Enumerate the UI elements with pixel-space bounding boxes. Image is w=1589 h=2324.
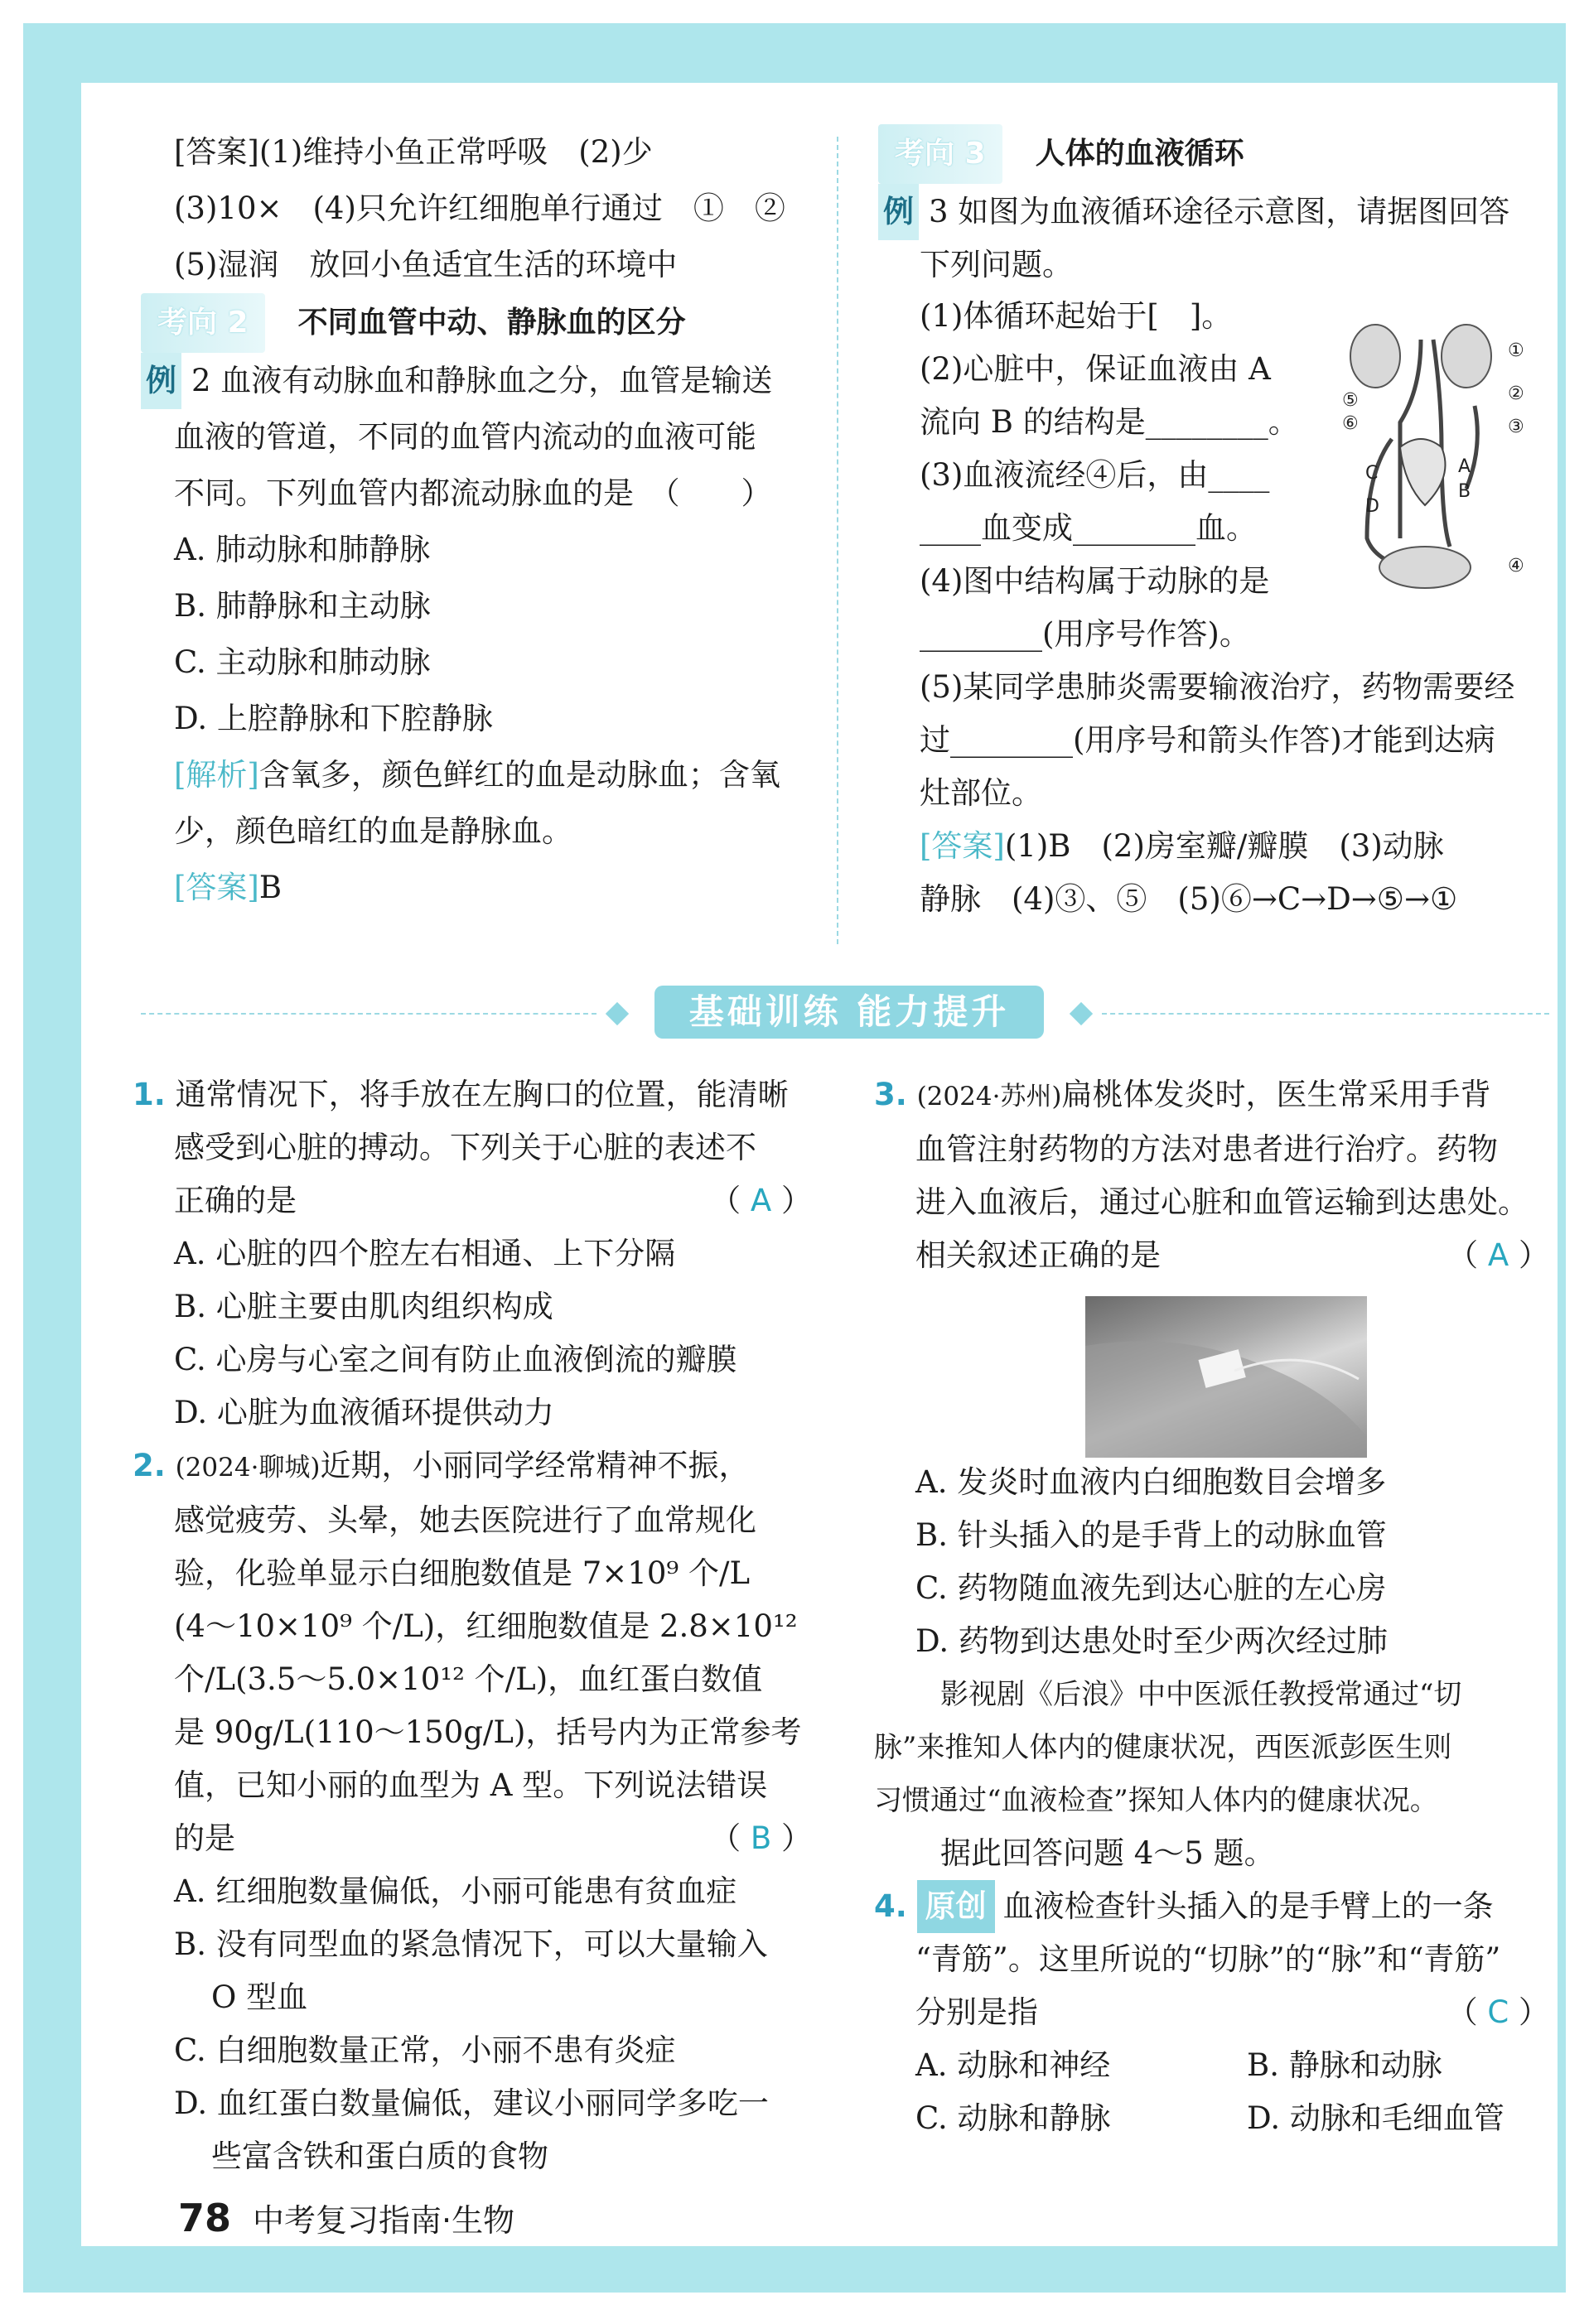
prev-answer-2: (3)10× (4)只允许红细胞单行通过 ① ②	[174, 190, 785, 226]
q2-stem-2: 感觉疲劳、头晕，她去医院进行了血常规化	[174, 1502, 756, 1538]
q2-option-d-cont: 些富含铁和蛋白质的食物	[211, 2138, 548, 2174]
analysis-line-1	[174, 747, 820, 803]
q4-original-badge: 原创	[917, 1880, 995, 1933]
label-2: ②	[1508, 383, 1524, 404]
q4-line-a: (4)图中结构属于动脉的是	[920, 563, 1270, 599]
q1-answer: A	[750, 1183, 772, 1218]
left-top-column	[146, 124, 820, 916]
label-5: ⑤	[1342, 390, 1359, 411]
q2-source: (2024·聊城)	[175, 1453, 321, 1483]
q1-line: (1)体循环起始于[ ]。	[920, 298, 1233, 334]
section-banner	[141, 986, 1549, 1044]
kaoxiang2-heading	[141, 293, 820, 353]
analysis-line-2: 少，颜色暗红的血是静脉血。	[174, 813, 572, 849]
passage-line-3: 习惯通过“血液检查”探知人体内的健康状况。	[874, 1784, 1438, 1817]
q1-stem-1	[133, 1068, 820, 1121]
q3-line-b: ____血变成________血。	[920, 510, 1257, 546]
q2-option-a: A. 红细胞数量偏低，小丽可能患有贫血症	[174, 1873, 737, 1909]
q1-option-b: B. 心脏主要由肌肉组织构成	[174, 1289, 553, 1324]
q3-option-a: A. 发炎时血液内白细胞数目会增多	[915, 1464, 1387, 1500]
q3-stem-2: 血管注射药物的方法对患者进行治疗。药物	[915, 1131, 1498, 1167]
answer3-tag: [答案]	[920, 828, 1005, 864]
q1-number: 1.	[133, 1077, 166, 1112]
q4-option-d: D. 动脉和毛细血管	[1247, 2100, 1504, 2136]
kaoxiang3-badge: 考向 3	[878, 124, 1002, 184]
diamond-right-icon	[1070, 1002, 1093, 1025]
left-bottom-column	[133, 1068, 820, 2183]
body-capillaries-icon	[1379, 547, 1471, 588]
q5-line-c: 灶部位。	[920, 775, 1042, 811]
example2-label: 例	[141, 353, 181, 409]
label-3: ③	[1508, 417, 1524, 437]
q4-option-c: C. 动脉和静脉	[915, 2100, 1111, 2136]
q3-stem-4	[874, 1229, 1549, 1282]
passage-tail: 据此回答问题 4～5 题。	[940, 1835, 1275, 1871]
answer-line	[174, 860, 820, 916]
q3-option-b: B. 针头插入的是手背上的动脉血管	[915, 1517, 1387, 1553]
banner-title: 基础训练 能力提升	[654, 986, 1044, 1039]
page-number: 78	[178, 2196, 232, 2240]
example2-option-a: A. 肺动脉和肺静脉	[174, 532, 431, 567]
example2-line-3: 不同。下列血管内都流动脉血的是 （ ）	[174, 475, 772, 511]
answer3-line-2: 静脉 (4)③、⑤ (5)⑥→C→D→⑤→①	[920, 881, 1458, 917]
banner-dash-left	[141, 1013, 596, 1015]
right-bottom-column	[874, 1068, 1553, 2145]
passage-line-2: 脉”来推知人体内的健康状况，西医派彭医生则	[874, 1731, 1452, 1764]
q4-line-b: ________(用序号作答)。	[920, 616, 1250, 652]
example2-option-d: D. 上腔静脉和下腔静脉	[174, 701, 493, 736]
q3-text-1: 扁桃体发炎时，医生常采用手背	[1061, 1077, 1491, 1112]
label-c: C	[1365, 463, 1379, 484]
q1-option-a: A. 心脏的四个腔左右相通、上下分隔	[174, 1236, 676, 1271]
q1-text-1: 通常情况下，将手放在左胸口的位置，能清晰	[175, 1077, 789, 1112]
q3-stem-1	[874, 1068, 1553, 1123]
label-4: ④	[1508, 556, 1524, 576]
q2-stem-6: 是 90g/L(110～150g/L)，括号内为正常参考	[174, 1714, 802, 1750]
kaoxiang3-title: 人体的血液循环	[1035, 137, 1244, 171]
circulation-diagram	[1342, 323, 1533, 596]
answer3-text-1: (1)B (2)房室瓣/瓣膜 (3)动脉	[1004, 828, 1444, 864]
q2-text-last: 的是	[174, 1820, 235, 1856]
q2-answer-bracket: （ B ）	[710, 1820, 812, 1856]
analysis-tag: [解析]	[174, 757, 259, 793]
q4-answer-bracket: （ C ）	[1447, 1994, 1549, 2030]
heart-icon	[1400, 439, 1446, 505]
q2-stem-1	[133, 1439, 820, 1494]
q5-line-a: (5)某同学患肺炎需要输液治疗，药物需要经	[920, 669, 1515, 705]
answer-tag: [答案]	[174, 870, 259, 905]
example2-line-2: 血液的管道，不同的血管内流动的血液可能	[174, 419, 756, 455]
q2-text-1: 近期，小丽同学经常精神不振，	[320, 1448, 750, 1483]
q2-stem-3: 验，化验单显示白细胞数值是 7×10⁹ 个/L	[174, 1555, 751, 1591]
prev-answer-1: [答案](1)维持小鱼正常呼吸 (2)少	[174, 134, 653, 170]
label-b: B	[1458, 481, 1471, 502]
q3-option-d: D. 药物到达患处时至少两次经过肺	[915, 1623, 1388, 1659]
q4-options-row-2	[874, 2092, 1553, 2145]
hand-icon	[1085, 1296, 1367, 1458]
banner-dash-right	[1102, 1013, 1549, 1015]
q4-stem-2: “青筋”。这里所说的“切脉”的“脉”和“青筋”	[915, 1941, 1501, 1977]
kaoxiang2-title: 不同血管中动、静脉血的区分	[297, 306, 686, 340]
q3-answer: A	[1487, 1237, 1509, 1273]
q4-text-last: 分别是指	[915, 1994, 1038, 2030]
q2-stem-7: 值，已知小丽的血型为 A 型。下列说法错误	[174, 1767, 768, 1803]
label-d: D	[1365, 496, 1379, 517]
q1-stem-3	[133, 1174, 812, 1227]
q4-option-a: A. 动脉和神经	[915, 2047, 1111, 2083]
example3-text-1: 3 如图为血液循环途径示意图，请据图回答	[929, 194, 1510, 229]
q2-stem-4: (4～10×10⁹ 个/L)，红细胞数值是 2.8×10¹²	[174, 1608, 798, 1644]
column-divider	[837, 137, 838, 944]
q2-stem-5: 个/L(3.5～5.0×10¹² 个/L)，血红蛋白数值	[174, 1661, 763, 1697]
q2-stem-8	[133, 1812, 812, 1865]
q4-answer: C	[1487, 1994, 1509, 2030]
example3-line-2: 下列问题。	[920, 247, 1073, 282]
q3-stem-3: 进入血液后，通过心脏和血管运输到达患处。	[915, 1184, 1529, 1220]
q3-option-c: C. 药物随血液先到达心脏的左心房	[915, 1570, 1387, 1606]
label-a: A	[1458, 456, 1471, 477]
q4-options-row-1	[874, 2039, 1553, 2092]
q1-answer-bracket: （ A ）	[710, 1183, 812, 1218]
top-border	[23, 23, 1566, 83]
bottom-border	[23, 2246, 1566, 2293]
q2-option-b: B. 没有同型血的紧急情况下，可以大量输入	[174, 1926, 768, 1962]
left-border	[23, 23, 81, 2259]
example3-label: 例	[878, 184, 919, 240]
q4-stem-1	[874, 1880, 1553, 1933]
hand-injection-photo	[1085, 1296, 1367, 1458]
label-1: ①	[1508, 340, 1524, 361]
kaoxiang3-heading	[878, 124, 1558, 184]
analysis-text-1: 含氧多，颜色鲜红的血是动脉血；含氧	[258, 757, 780, 793]
q4-text-1: 血液检查针头插入的是手臂上的一条	[1002, 1888, 1494, 1924]
q2-line-a: (2)心脏中，保证血液由 A	[920, 351, 1271, 387]
right-border	[1558, 23, 1566, 2293]
diamond-left-icon	[606, 1002, 629, 1025]
example3-line-1	[878, 184, 1558, 240]
prev-answer-3: (5)湿润 放回小鱼适宜生活的环境中	[174, 247, 678, 282]
q2-option-b-cont: O 型血	[211, 1979, 308, 2015]
example2-text-1: 2 血液有动脉血和静脉血之分，血管是输送	[191, 363, 773, 398]
q3-line-a: (3)血液流经④后，由____	[920, 457, 1270, 493]
q2-option-c: C. 白细胞数量正常，小丽不患有炎症	[174, 2032, 676, 2068]
q5-line-b: 过________(用序号和箭头作答)才能到达病	[920, 722, 1495, 758]
q4-stem-3	[874, 1986, 1549, 2039]
q1-stem-2: 感受到心脏的搏动。下列关于心脏的表述不	[174, 1130, 756, 1165]
q2-line-b: 流向 B 的结构是________。	[920, 404, 1299, 440]
q1-option-c: C. 心房与心室之间有防止血液倒流的瓣膜	[174, 1342, 737, 1377]
passage-line-1: 影视剧《后浪》中中医派任教授常通过“切	[940, 1678, 1462, 1711]
q3-source: (2024·苏州)	[916, 1082, 1062, 1111]
q2-answer: B	[750, 1820, 772, 1856]
q3-number: 3.	[874, 1077, 907, 1112]
book-title: 中考复习指南·生物	[253, 2202, 515, 2239]
q3-answer-bracket: （ A ）	[1447, 1237, 1549, 1273]
q4-option-b: B. 静脉和动脉	[1247, 2047, 1442, 2083]
page-footer	[178, 2195, 514, 2240]
answer-value: B	[258, 870, 283, 905]
example2-option-b: B. 肺静脉和主动脉	[174, 588, 431, 624]
q3-text-last: 相关叙述正确的是	[915, 1237, 1161, 1273]
kaoxiang2-badge: 考向 2	[141, 293, 265, 353]
q4-number: 4.	[874, 1888, 907, 1924]
q1-option-d: D. 心脏为血液循环提供动力	[174, 1395, 554, 1430]
label-6: ⑥	[1342, 413, 1359, 434]
q2-option-d: D. 血红蛋白数量偏低，建议小丽同学多吃一	[174, 2085, 769, 2121]
q1-text-last: 正确的是	[174, 1183, 297, 1218]
example2-option-c: C. 主动脉和肺动脉	[174, 644, 431, 680]
q2-number: 2.	[133, 1448, 166, 1483]
answer3-line-1	[878, 820, 1558, 873]
example2-line-1	[141, 353, 820, 409]
